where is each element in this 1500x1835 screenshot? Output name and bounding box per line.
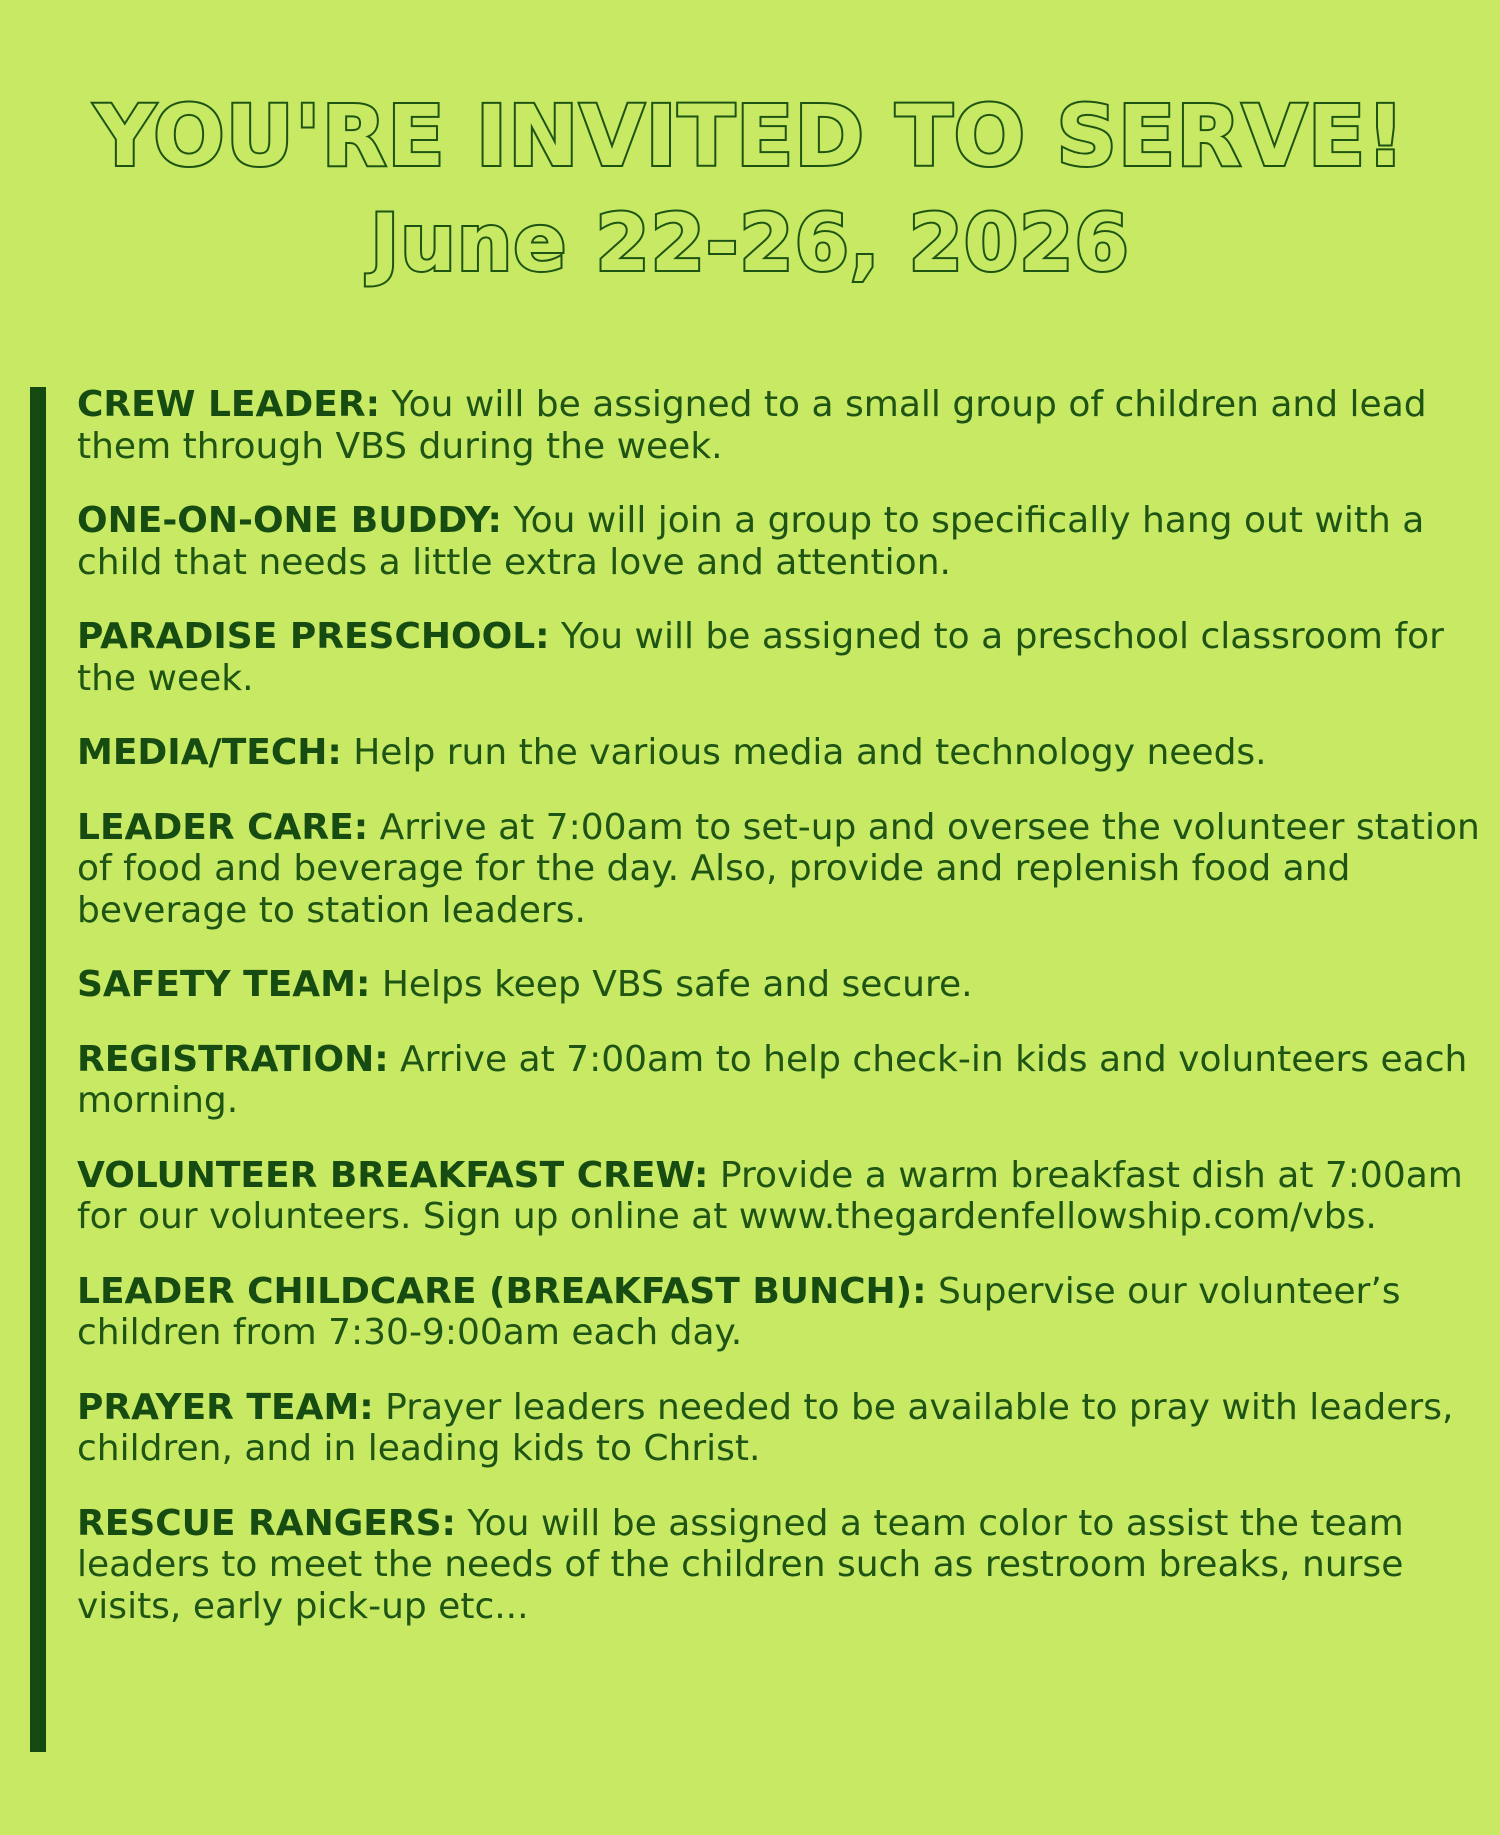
headline: YOU'RE INVITED TO SERVE! <box>94 87 1406 185</box>
volunteer-roles-list <box>77 384 1482 1660</box>
role-one-on-one-buddy <box>77 500 1482 583</box>
role-media-tech <box>77 732 1482 774</box>
role-name: LEADER CARE: <box>77 806 369 848</box>
event-dates: June 22-26, 2026 <box>370 199 1130 289</box>
role-volunteer-breakfast-crew <box>77 1155 1482 1238</box>
role-leader-childcare <box>77 1271 1482 1354</box>
role-description: You will join a group to specifically hang out with a child that needs a little extra love and attention. <box>77 500 1425 583</box>
role-name: RESCUE RANGERS: <box>77 1502 456 1544</box>
role-description: Supervise our volunteer’s children from 7:30-9:00am each day. <box>77 1270 1401 1353</box>
role-name: PARADISE PRESCHOOL: <box>77 616 550 657</box>
role-description: Arrive at 7:00am to set-up and oversee the volunteer station of food and beverage for the day. Also, provide and replenish food and beverage to station leaders. <box>77 806 1480 931</box>
role-prayer-team <box>77 1387 1482 1470</box>
role-description: Arrive at 7:00am to help check-in kids and volunteers each morning. <box>77 1038 1468 1121</box>
role-name: ONE-ON-ONE BUDDY: <box>77 500 502 541</box>
role-name: VOLUNTEER BREAKFAST CREW: <box>77 1154 709 1196</box>
role-name: SAFETY TEAM: <box>77 964 371 1005</box>
role-leader-care <box>77 807 1482 932</box>
role-name: PRAYER TEAM: <box>77 1386 374 1428</box>
role-description: You will be assigned a team color to assist the team leaders to meet the needs of the children such as restroom breaks, nurse visits, early pick-up etc... <box>77 1502 1404 1627</box>
role-description: Provide a warm breakfast dish at 7:00am for our volunteers. Sign up online at www.thegardenfellowship.com/vbs. <box>77 1154 1463 1237</box>
role-rescue-rangers <box>77 1503 1482 1628</box>
role-description: Helps keep VBS safe and secure. <box>370 964 973 1005</box>
role-crew-leader <box>77 384 1482 467</box>
role-name: LEADER CHILDCARE (BREAKFAST BUNCH): <box>77 1270 927 1312</box>
role-description: Help run the various media and technology needs. <box>341 732 1267 773</box>
title-block <box>0 84 1500 292</box>
role-description: You will be assigned to a preschool classroom for the week. <box>77 616 1444 699</box>
left-accent-bar <box>30 387 46 1752</box>
role-name: CREW LEADER: <box>77 384 380 425</box>
role-safety-team <box>77 964 1482 1006</box>
role-description: You will be assigned to a small group of children and lead them through VBS during the week. <box>77 384 1427 467</box>
role-name: REGISTRATION: <box>77 1038 389 1080</box>
role-description: Prayer leaders needed to be available to pray with leaders, children, and in leading kids to Christ. <box>77 1386 1454 1469</box>
role-name: MEDIA/TECH: <box>77 732 342 773</box>
role-paradise-preschool <box>77 616 1482 699</box>
role-registration <box>77 1039 1482 1122</box>
